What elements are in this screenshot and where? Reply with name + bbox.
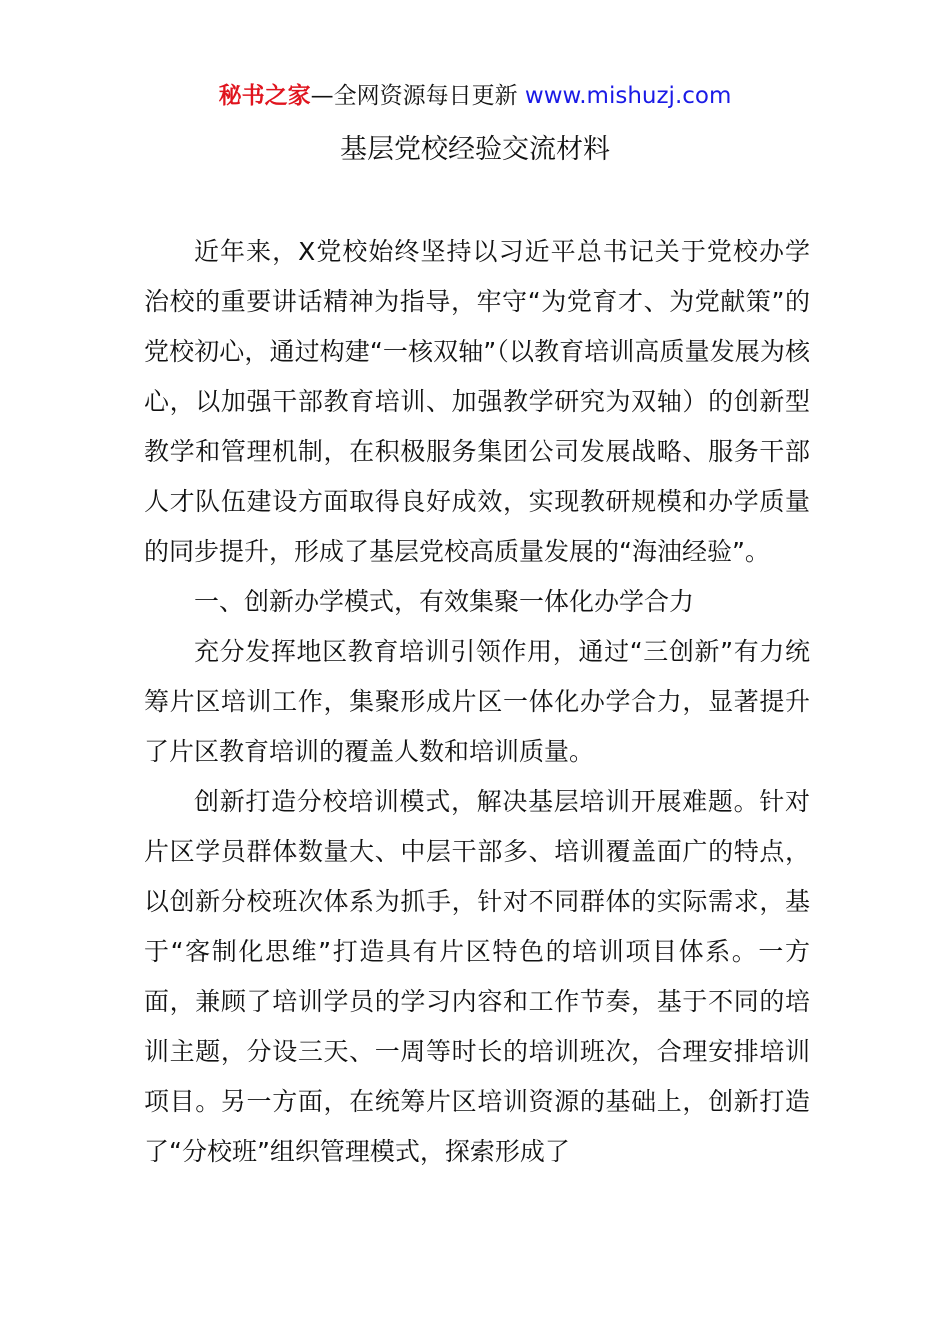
site-url-link[interactable]: www.mishuzj.com: [524, 83, 732, 109]
section-1-paragraph-1: 充分发挥地区教育培训引领作用，通过“三创新”有力统筹片区培训工作，集聚形成片区一体化办学合力，显著提升了片区教育培训的覆盖人数和培训质量。: [144, 637, 810, 766]
section-heading-1: 一、创新办学模式，有效集聚一体化办学合力: [194, 587, 695, 616]
intro-paragraph: 近年来，X党校始终坚持以习近平总书记关于党校办学治校的重要讲话精神为指导，牢守“为党育才、为党献策”的党校初心，通过构建“一核双轴”（以教育培训高质量发展为核心，以加强干部教育培训、加强教学研究为双轴）的创新型教学和管理机制，在积极服务集团公司发展战略、服务干部人才队伍建设方面取得良好成效，实现教研规模和办学质量的同步提升，形成了基层党校高质量发展的“海油经验”。: [144, 237, 810, 566]
document-title: 基层党校经验交流材料: [340, 134, 610, 165]
document-body: [144, 227, 810, 1177]
header-slogan: —全网资源每日更新: [310, 83, 525, 109]
header-banner: [0, 80, 950, 112]
section-1-paragraph-2: 创新打造分校培训模式，解决基层培训开展难题。针对片区学员群体数量大、中层干部多、培训覆盖面广的特点，以创新分校班次体系为抓手，针对不同群体的实际需求，基于“客制化思维”打造具有片区特色的培训项目体系。一方面，兼顾了培训学员的学习内容和工作节奏，基于不同的培训主题，分设三天、一周等时长的培训班次，合理安排培训项目。另一方面，在统筹片区培训资源的基础上，创新打造了“分校班”组织管理模式，探索形成了: [144, 787, 810, 1166]
brand-name: 秘书之家: [218, 83, 311, 109]
